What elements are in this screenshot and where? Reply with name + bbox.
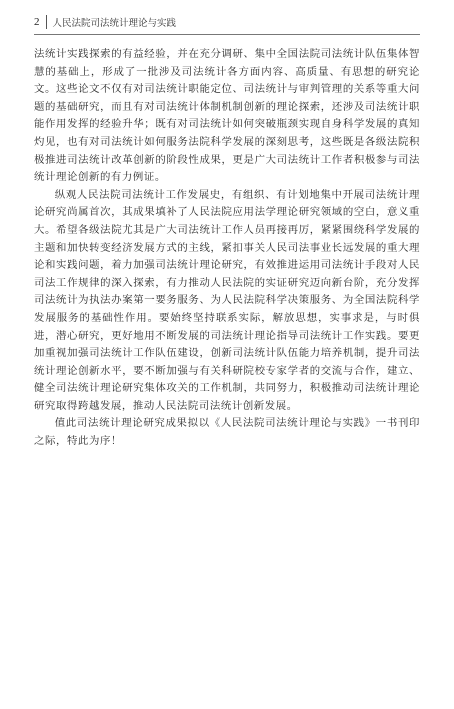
paragraph: 纵观人民法院司法统计工作发展史，有组织、有计划地集中开展司法统计理论研究尚属首次，其成果填补了人民法院应用法学理论研究领域的空白，意义重大。希望各级法院尤其是广大司法统计工作人员再接再厉，紧紧围绕科学发展的主题和加快转变经济发展方式的主线，紧扣事关人民司法事业长远发展的重大理论和实践问题，着力加强司法统计理论研究，有效推进运用司法统计手段对人民司法工作规律的深入探索，有力推动人民法院的实证研究迈向新台阶，充分发挥司法统计为执法办案第一要务服务、为人民法院科学决策服务、为全国法院科学发展服务的基础性作用。要始终坚持联系实际，解放思想，实事求是，与时俱进，潜心研究，更好地用不断发展的司法统计理论指导司法统计工作实践。要更加重视加强司法统计工作队伍建设，创新司法统计队伍能力培养机制，提升司法统计理论创新水平，要不断加强与有关科研院校专家学者的交流与合作，建立、健全司法统计理论研究集体攻关的工作机制，共同努力，积极推动司法统计理论研究取得跨越发展，推动人民法院司法统计创新发展。 (34, 188, 420, 412)
page-number: 2 (34, 16, 40, 28)
running-header (34, 12, 420, 32)
paragraph-continued: 法统计实践探索的有益经验，并在充分调研、集中全国法院司法统计队伍集体智慧的基础上，形成了一批涉及司法统计各方面内容、高质量、有思想的研究论文。这些论文不仅有对司法统计职能定位、司法统计与审判管理的关系等重大问题的基础研究，而且有对司法统计体制机制创新的理论探索，还涉及司法统计职能作用发挥的经验升华；既有对司法统计如何突破瓶颈实现自身科学发展的真知灼见，也有对司法统计如何服务法院科学发展的深刻思考，这些既是各级法院积极推进司法统计改革创新的阶段性成果，更是广大司法统计工作者积极参与司法统计理论创新的有力例证。 (34, 48, 420, 184)
running-title: 人民法院司法统计理论与实践 (52, 18, 177, 29)
paragraph-closing: 值此司法统计理论研究成果拟以《人民法院司法统计理论与实践》一书刊印之际，特此为序！ (34, 417, 420, 448)
header-divider (46, 15, 47, 29)
header-rule (34, 34, 420, 35)
page-body (34, 46, 420, 451)
